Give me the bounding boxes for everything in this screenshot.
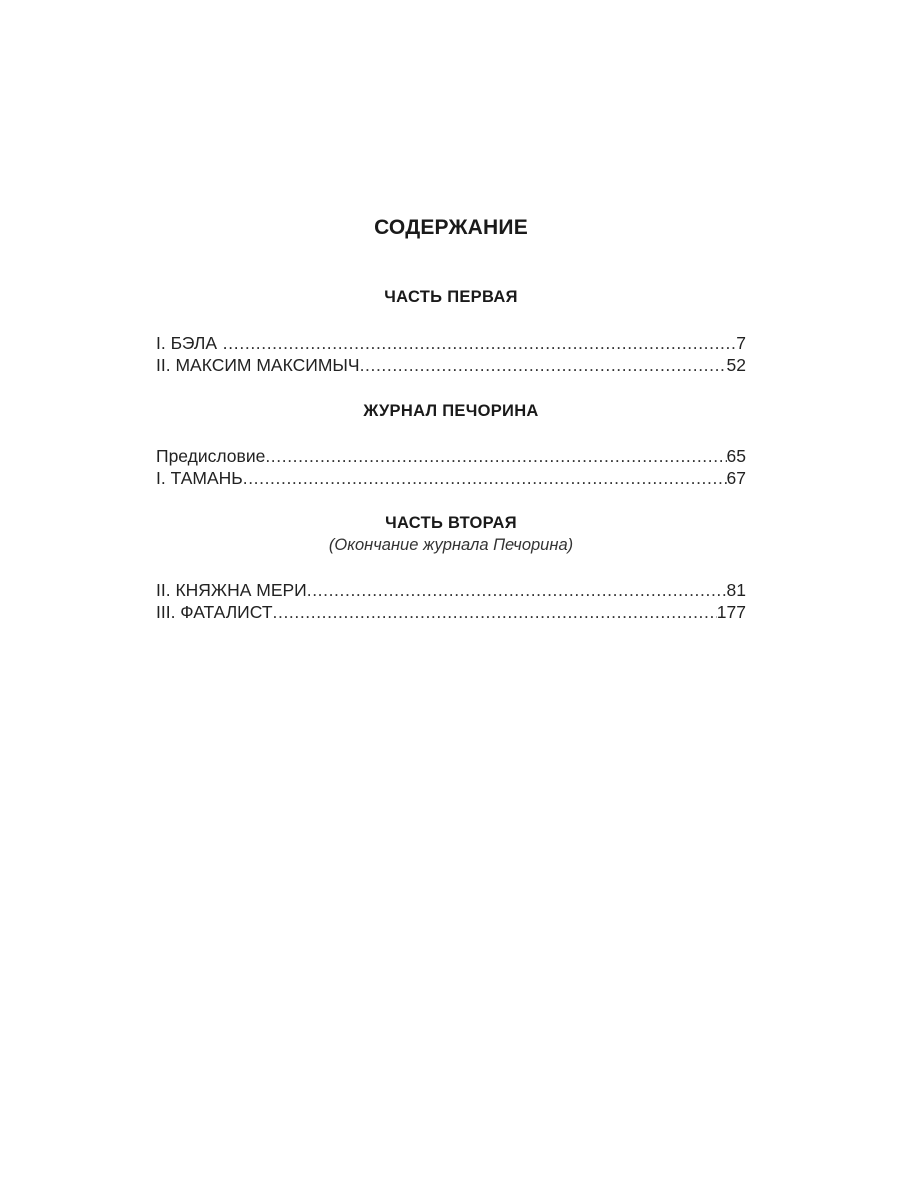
toc-entry-taman[interactable] — [156, 468, 746, 490]
toc-entry-label: II. МАКСИМ МАКСИМЫЧ — [156, 355, 360, 375]
section-heading-part-one: ЧАСТЬ ПЕРВАЯ — [384, 288, 518, 306]
toc-entry-label: II. КНЯЖНА МЕРИ — [156, 580, 307, 600]
toc-leader-dots — [239, 333, 736, 354]
toc-entry-fatalist[interactable] — [156, 602, 746, 624]
toc-entry-page: 52 — [726, 355, 746, 375]
toc-entry-predislovie[interactable] — [156, 446, 746, 468]
toc-entry-label: Предисловие — [156, 446, 266, 466]
toc-leader-dots — [243, 468, 727, 489]
toc-entry-knyazhna-meri[interactable] — [156, 580, 746, 602]
toc-entry-maksim-maksimych[interactable] — [156, 355, 746, 377]
toc-leader-dots — [307, 580, 727, 601]
toc-entry-page: 7 — [736, 333, 746, 353]
page-title: СОДЕРЖАНИЕ — [374, 216, 528, 239]
section-heading-part-two: ЧАСТЬ ВТОРАЯ — [385, 514, 517, 532]
section-subheading-part-two: (Окончание журнала Печорина) — [328, 536, 574, 554]
toc-leader-dots — [273, 602, 717, 623]
toc-entry-page: 67 — [726, 468, 746, 488]
toc-leader-dots — [265, 446, 726, 467]
toc-entry-label: I. БЭЛА … — [156, 333, 240, 353]
toc-entry-page: 177 — [716, 602, 746, 622]
toc-entry-page: 81 — [726, 580, 746, 600]
section-heading-pechorin-journal: ЖУРНАЛ ПЕЧОРИНА — [363, 402, 539, 420]
toc-entry-label: III. ФАТАЛИСТ — [156, 602, 273, 622]
toc-entry-bela[interactable] — [156, 333, 746, 355]
toc-leader-dots — [360, 355, 727, 376]
toc-entry-label: I. ТАМАНЬ — [156, 468, 243, 488]
toc-entry-page: 65 — [726, 446, 746, 466]
